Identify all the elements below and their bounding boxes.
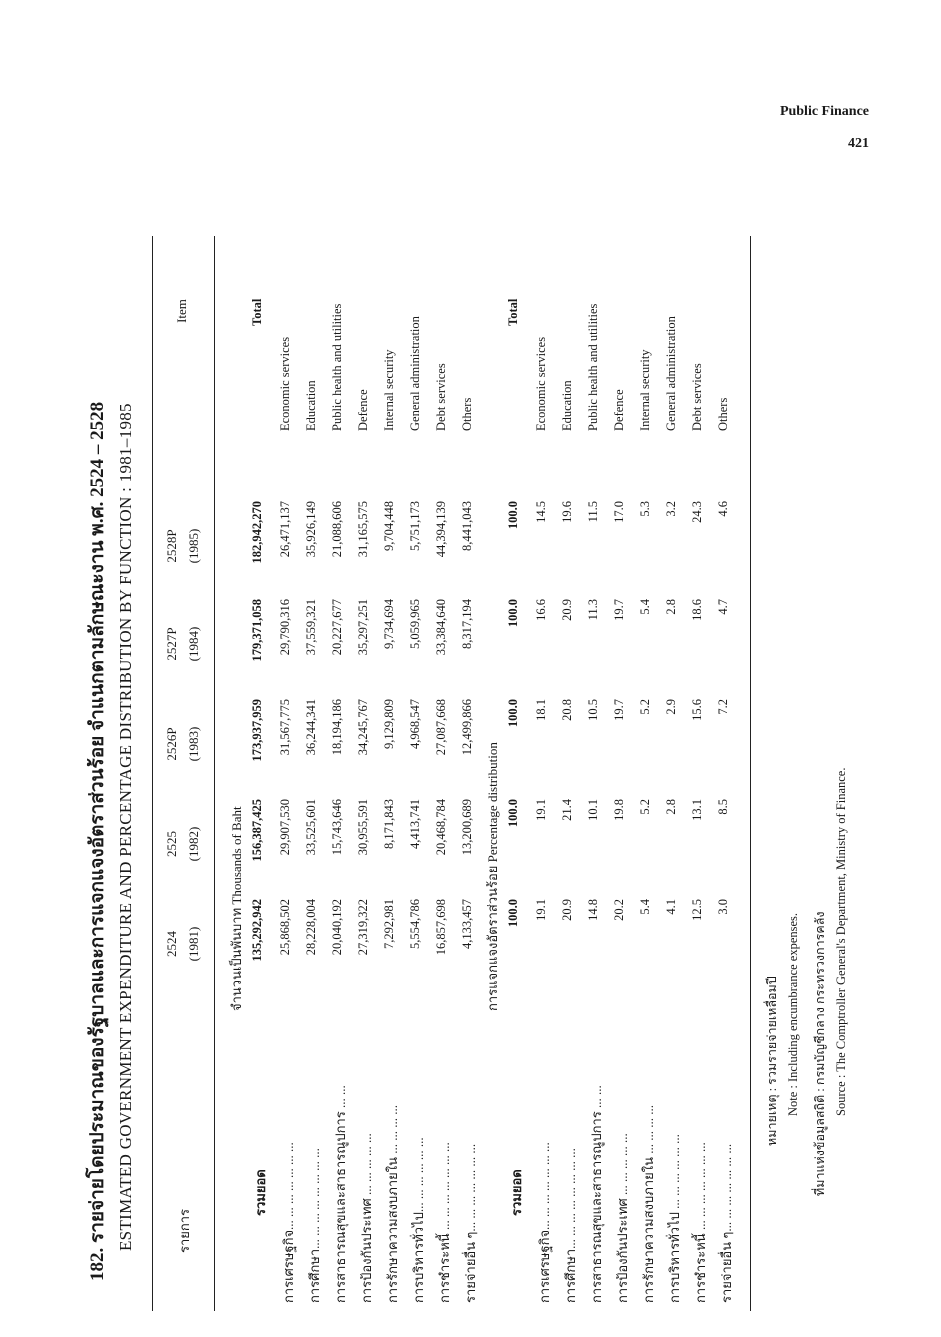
thousands-label-en: General administration (408, 316, 422, 431)
percent-cell: 5.2 (638, 699, 652, 715)
percent-cell: 19.7 (612, 699, 626, 721)
thousands-cell: 44,394,139 (434, 501, 448, 558)
thousands-label-en: Public health and utilities (330, 303, 344, 431)
percent-label-en: Public health and utilities (586, 303, 600, 431)
year-header-0: 2524 (164, 931, 179, 957)
thousands-label-en: Economic services (278, 336, 292, 431)
year-header-1: 2525 (164, 831, 179, 857)
thousands-label-th: รายจ่ายอื่น ๆ... ... ... ... ... ... ... (463, 1143, 478, 1303)
percent-cell: 100.0 (506, 899, 520, 928)
percent-label-en: Total (506, 298, 520, 326)
thousands-cell: 182,942,270 (250, 501, 264, 564)
percent-cell: 11.3 (586, 599, 600, 621)
thousands-label-th: การป้องกันประเทศ ... ... ... ... ... (359, 1133, 374, 1303)
percent-cell: 4.1 (664, 899, 678, 915)
thousands-cell: 33,384,640 (434, 599, 448, 656)
note-english: Note : Including encumbrance expenses. (786, 912, 800, 1116)
percent-label-th: การสาธารณสุขและสาธารณูปการ ... ... (589, 1085, 604, 1303)
source-english: Source : The Comptroller General's Department, Ministry of Finance. (834, 767, 848, 1116)
header-item-english: Item (174, 299, 189, 323)
percent-cell: 2.8 (664, 599, 678, 615)
thousands-cell: 156,387,425 (250, 799, 264, 862)
percent-cell: 100.0 (506, 799, 520, 828)
percent-label-en: Economic services (534, 336, 548, 431)
percent-cell: 11.5 (586, 501, 600, 523)
percent-label-th: การเศรษฐกิจ... ... ... ... ... ... ... (537, 1142, 552, 1303)
thousands-cell: 27,087,668 (434, 699, 448, 756)
percent-cell: 100.0 (506, 699, 520, 728)
thousands-cell: 35,926,149 (304, 501, 318, 558)
thousands-cell: 13,200,689 (460, 799, 474, 856)
percent-cell: 5.4 (638, 599, 652, 615)
thousands-cell: 33,525,601 (304, 799, 318, 856)
percent-label-th: การชำระหนี้ ... ... ... ... ... ... ... (693, 1142, 708, 1303)
thousands-cell: 35,297,251 (356, 599, 370, 656)
thousands-cell: 135,292,942 (250, 899, 264, 962)
year-header-en-0: (1981) (186, 926, 201, 962)
year-header-en-3: (1984) (186, 626, 201, 662)
thousands-cell: 29,790,316 (278, 599, 292, 656)
thousands-label-th: รวมยอด (253, 1169, 268, 1216)
percent-cell: 4.7 (716, 599, 730, 615)
percent-label-th: การรักษาความสงบภายใน ... ... ... ... (641, 1105, 656, 1303)
thousands-cell: 27,319,322 (356, 899, 370, 956)
percent-cell: 14.5 (534, 501, 548, 523)
thousands-cell: 5,751,173 (408, 501, 422, 551)
title-english: ESTIMATED GOVERNMENT EXPENDITURE AND PERCENTAGE DISTRIBUTION BY FUNCTION : 1981–1985 (116, 403, 135, 1251)
thousands-cell: 20,468,784 (434, 799, 448, 856)
thousands-cell: 173,937,959 (250, 699, 264, 762)
percent-cell: 10.1 (586, 799, 600, 821)
thousands-cell: 5,554,786 (408, 899, 422, 949)
thousands-cell: 31,567,775 (278, 699, 292, 756)
thousands-cell: 26,471,137 (278, 501, 292, 558)
percent-cell: 20.8 (560, 699, 574, 721)
year-header-en-2: (1983) (186, 726, 201, 762)
percent-cell: 18.6 (690, 599, 704, 621)
percent-cell: 16.6 (534, 599, 548, 621)
percent-cell: 8.5 (716, 799, 730, 815)
thousands-cell: 31,165,575 (356, 501, 370, 558)
header-item-thai: รายการ (177, 1208, 192, 1254)
percent-label-th: การบริหารทั่วไป ... ... ... ... ... ... (667, 1134, 682, 1303)
percent-cell: 20.2 (612, 899, 626, 921)
thousands-cell: 179,371,058 (250, 599, 264, 662)
thousands-cell: 9,129,809 (382, 699, 396, 749)
thousands-cell: 36,244,341 (304, 699, 318, 756)
percent-cell: 5.3 (638, 501, 652, 517)
thousands-cell: 8,441,043 (460, 501, 474, 551)
thousands-cell: 9,734,694 (382, 599, 396, 649)
year-header-3: 2527P (164, 627, 179, 661)
percent-cell: 3.2 (664, 501, 678, 517)
percent-cell: 24.3 (690, 501, 704, 523)
thousands-cell: 8,171,843 (382, 799, 396, 849)
percent-cell: 20.9 (560, 899, 574, 921)
thousands-cell: 34,245,767 (356, 699, 370, 756)
percent-label-th: รายจ่ายอื่น ๆ... ... ... ... ... ... ... (719, 1143, 734, 1303)
thousands-cell: 20,040,192 (330, 899, 344, 956)
percent-cell: 20.9 (560, 599, 574, 621)
thousands-label-th: การชำระหนี้ ... ... ... ... ... ... ... (437, 1142, 452, 1303)
thousands-cell: 25,868,502 (278, 899, 292, 956)
thousands-label-en: Internal security (382, 349, 396, 431)
rotated-table-page (80, 121, 860, 1311)
percent-label-en: General administration (664, 316, 678, 431)
thousands-cell: 37,559,321 (304, 599, 318, 656)
percent-cell: 19.7 (612, 599, 626, 621)
unit-label-percent: การแจกแจงอัตราส่วนร้อย Percentage distribution (485, 742, 500, 1011)
percent-cell: 18.1 (534, 699, 548, 721)
thousands-label-en: Others (460, 397, 474, 431)
percent-cell: 19.8 (612, 799, 626, 821)
thousands-cell: 12,499,866 (460, 699, 474, 756)
thousands-cell: 7,292,981 (382, 899, 396, 949)
percent-cell: 2.9 (664, 699, 678, 715)
percent-label-en: Others (716, 397, 730, 431)
percent-cell: 2.8 (664, 799, 678, 815)
page-number: 421 (848, 136, 869, 151)
thousands-label-th: การรักษาความสงบภายใน ... ... ... ... (385, 1105, 400, 1303)
thousands-label-en: Defence (356, 389, 370, 431)
thousands-cell: 28,228,004 (304, 899, 318, 956)
table-bottom-rule (750, 236, 751, 1311)
percent-cell: 5.2 (638, 799, 652, 815)
year-header-2: 2526P (164, 727, 179, 761)
percent-label-en: Debt services (690, 363, 704, 431)
thousands-label-en: Debt services (434, 363, 448, 431)
thousands-cell: 4,133,457 (460, 899, 474, 949)
note-thai: หมายเหตุ : รวมรายจ่ายเหลื่อมปี (765, 976, 779, 1146)
percent-cell: 4.6 (716, 501, 730, 517)
percent-cell: 10.5 (586, 699, 600, 721)
thousands-cell: 30,955,591 (356, 799, 370, 856)
percent-cell: 19.1 (534, 899, 548, 921)
thousands-cell: 4,968,547 (408, 699, 422, 749)
thousands-cell: 29,907,530 (278, 799, 292, 856)
percent-cell: 19.6 (560, 501, 574, 523)
percent-cell: 7.2 (716, 699, 730, 715)
thousands-cell: 16,857,698 (434, 899, 448, 956)
percent-cell: 21.4 (560, 799, 574, 821)
thousands-cell: 18,194,186 (330, 699, 344, 756)
thousands-label-th: การเศรษฐกิจ... ... ... ... ... ... ... (281, 1142, 296, 1303)
percent-label-th: การศึกษา... ... ... ... ... ... ... ... (563, 1148, 578, 1303)
year-header-en-4: (1985) (186, 528, 201, 564)
source-thai: ที่มาแห่งข้อมูลสถิติ : กรมบัญชีกลาง กระทรวงการคลัง (813, 911, 827, 1196)
thousands-cell: 8,317,194 (460, 599, 474, 649)
percent-cell: 12.5 (690, 899, 704, 921)
table-header-rule (214, 236, 215, 1311)
thousands-label-en: Education (304, 380, 318, 431)
thousands-cell: 5,059,965 (408, 599, 422, 649)
percent-cell: 13.1 (690, 799, 704, 821)
table-top-rule (152, 236, 153, 1311)
percent-label-en: Defence (612, 389, 626, 431)
percent-cell: 3.0 (716, 899, 730, 915)
thousands-cell: 20,227,677 (330, 599, 344, 656)
year-header-4: 2528P (164, 529, 179, 563)
thousands-label-th: การศึกษา... ... ... ... ... ... ... ... (307, 1148, 322, 1303)
title-thai: 182. รายจ่ายโดยประมาณของรัฐบาลและการแจกแจงอัตราส่วนร้อย จำแนกตามลักษณะงาน พ.ศ. 2524 – 2528 (87, 401, 108, 1281)
percent-label-en: Education (560, 380, 574, 431)
percent-label-th: การป้องกันประเทศ ... ... ... ... ... (615, 1133, 630, 1303)
thousands-cell: 4,413,741 (408, 799, 422, 849)
percent-label-th: รวมยอด (509, 1169, 524, 1216)
percent-cell: 17.0 (612, 501, 626, 523)
thousands-cell: 15,743,646 (330, 799, 344, 856)
thousands-label-th: การบริหารทั่วไป... ... ... ... ... ... (411, 1137, 426, 1303)
percent-cell: 14.8 (586, 899, 600, 921)
thousands-cell: 21,088,606 (330, 501, 344, 558)
thousands-label-en: Total (250, 298, 264, 326)
percent-cell: 15.6 (690, 699, 704, 721)
thousands-label-th: การสาธารณสุขและสาธารณูปการ ... ... (333, 1085, 348, 1303)
page-section: Public Finance (779, 104, 869, 119)
percent-label-en: Internal security (638, 349, 652, 431)
unit-label-thousands: จำนวนเป็นพันบาท Thousands of Baht (229, 806, 244, 1011)
percent-cell: 100.0 (506, 501, 520, 530)
percent-cell: 100.0 (506, 599, 520, 628)
year-header-en-1: (1982) (186, 826, 201, 862)
thousands-cell: 9,704,448 (382, 501, 396, 551)
percent-cell: 19.1 (534, 799, 548, 821)
percent-cell: 5.4 (638, 899, 652, 915)
